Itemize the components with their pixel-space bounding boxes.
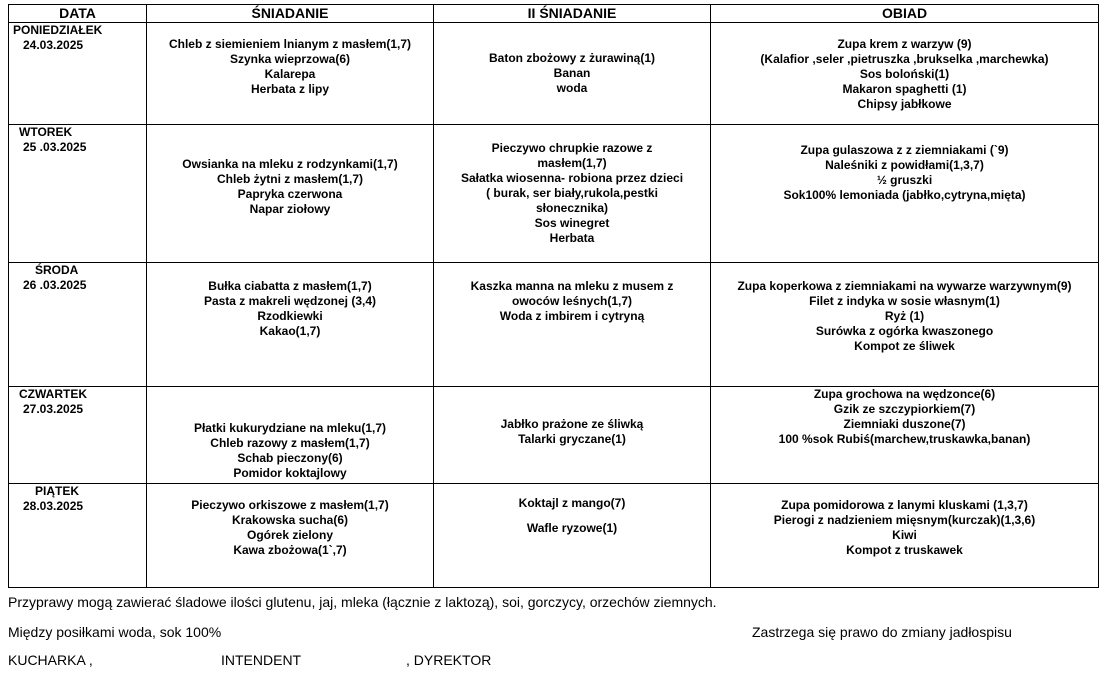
meal-item: Napar ziołowy [249,202,331,216]
breakfast-cell [147,263,434,387]
breakfast-cell [147,387,434,484]
meal-item: owoców leśnych(1,7) [511,294,633,308]
meal-item: Ziemniaki duszone(7) [843,417,966,431]
meal-item: Koktajl z mango(7) [518,496,626,510]
day-name: ŚRODA [35,263,79,277]
meal-item: Zupa grochowa na wędzonce(6) [813,387,996,401]
meal-item: ½ gruszki [876,173,933,187]
meal-item: Zupa koperkowa z ziemniakami na wywarze warzywnym(9) [737,279,1072,293]
meal-item: Zupa krem z warzyw (9) [837,37,972,51]
meal-item: Kawa zbożowa(1`,7) [233,543,347,557]
meal-item: 100 %sok Rubiś(marchew,truskawka,banan) [778,432,1031,446]
day-date: 25 .03.2025 [23,140,87,154]
meal-item: Naleśniki z powidłami(1,3,7) [825,158,984,172]
meal-item: Sos winegret [534,216,610,230]
table-row [9,387,1099,484]
reservation-note: Zastrzega się prawo do zmiany jadłospisu [752,624,1012,640]
meal-item: Baton zbożowy z żurawiną(1) [488,51,655,65]
day-name: WTOREK [19,125,73,139]
meal-item: Krakowska sucha(6) [231,513,349,527]
second-breakfast-cell [434,23,711,125]
director-signature: , DYREKTOR [406,652,492,668]
meal-item: Zupa pomidorowa z lanymi kluskami (1,3,7) [781,498,1028,512]
meal-item: Wafle ryzowe(1) [526,521,618,535]
meal-item: Chleb z siemieniem lnianym z masłem(1,7) [168,37,412,51]
second-breakfast-cell [434,263,711,387]
meal-item: Jabłko prażone ze śliwką [500,417,644,431]
meal-item: Schab pieczony(6) [237,451,343,465]
meal-item: Pomidor koktajlowy [233,466,347,480]
meal-item: Banan [553,66,591,80]
meal-item: Ogórek zielony [246,528,334,542]
meal-item: woda [556,81,588,95]
meal-item: Rzodkiewki [257,309,323,323]
meal-item: ( burak, ser biały,rukola,pestki [486,186,658,200]
lunch-cell [711,387,1099,484]
meal-item: Kaszka manna na mleku z musem z [470,279,674,293]
meal-item: Chipsy jabłkowe [857,97,952,111]
meal-item: Kakao(1,7) [259,324,321,338]
second-breakfast-cell [434,387,711,484]
header-row [9,5,1099,23]
water-note: Między posiłkami woda, sok 100% [8,624,222,640]
table-row [9,484,1099,588]
lunch-cell [711,263,1099,387]
table-row [9,23,1099,125]
day-name: PONIEDZIAŁEK [13,23,103,37]
day-name: PIĄTEK [35,484,80,498]
meal-item: Kalarepa [264,67,316,81]
meal-item: Chleb żytni z masłem(1,7) [216,172,364,186]
table-row [9,263,1099,387]
meal-item: Pasta z makreli wędzonej (3,4) [203,294,377,308]
meal-item: słonecznika) [535,201,609,215]
lunch-cell [711,125,1099,263]
breakfast-cell [147,484,434,588]
meal-item: Herbata [549,231,595,245]
meal-item: Bułka ciabatta z masłem(1,7) [208,279,372,293]
meal-item: Zupa gulaszowa z z ziemniakami (`9) [800,143,1009,157]
meal-item: masłem(1,7) [537,156,607,170]
cook-signature: KUCHARKA , [8,652,93,668]
meal-item: Herbata z lipy [250,82,330,96]
header-breakfast: ŚNIADANIE [147,5,434,23]
intendant-signature: INTENDENT [221,652,302,668]
day-date: 26 .03.2025 [23,278,87,292]
header-lunch: OBIAD [711,5,1099,23]
breakfast-cell [147,23,434,125]
meal-item: Filet z indyka w sosie własnym(1) [809,294,1000,308]
meal-item: Pierogi z nadzieniem mięsnym(kurczak)(1,3,6) [773,513,1036,527]
meal-item: Woda z imbirem i cytryną [499,309,645,323]
meal-item: Sok100% lemoniada (jabłko,cytryna,mięta) [783,188,1026,202]
day-date: 24.03.2025 [23,38,84,52]
meal-item: Ryż (1) [884,309,925,323]
allergens-note: Przyprawy mogą zawierać śladowe ilości glutenu, jaj, mleka (łącznie z laktozą), soi, gorczycy, orzechów ziemnych. [8,594,717,610]
meal-item: Papryka czerwona [237,187,343,201]
meal-item: Surówka z ogórka kwaszonego [815,324,994,338]
meal-item: Szynka wieprzowa(6) [229,52,351,66]
meal-item: Pieczywo orkiszowe z masłem(1,7) [191,498,389,512]
meal-item: Owsianka na mleku z rodzynkami(1,7) [182,157,398,171]
table-row [9,125,1099,263]
meal-item: Kiwi [892,528,917,542]
second-breakfast-cell [434,125,711,263]
meal-item: Makaron spaghetti (1) [842,82,967,96]
day-cell [9,23,147,125]
day-cell [9,263,147,387]
meal-item: Gzik ze szczypiorkiem(7) [833,402,976,416]
meal-item: Chleb razowy z masłem(1,7) [210,436,370,450]
day-cell [9,484,147,588]
meal-item: Płatki kukurydziane na mleku(1,7) [193,421,387,435]
lunch-cell [711,484,1099,588]
lunch-cell [711,23,1099,125]
day-date: 28.03.2025 [23,499,84,513]
day-date: 27.03.2025 [23,402,84,416]
menu-table [8,4,1099,588]
day-cell [9,387,147,484]
meal-item: Pieczywo chrupkie razowe z [491,141,653,155]
day-name: CZWARTEK [19,387,87,401]
menu-body [9,23,1099,588]
day-cell [9,125,147,263]
header-date: DATA [9,5,147,23]
header-second-breakfast: II ŚNIADANIE [434,5,711,23]
meal-item: (Kalafior ,seler ,pietruszka ,brukselka ,marchewka) [760,52,1049,66]
meal-item: Sos boloński(1) [859,67,950,81]
meal-item [438,511,706,521]
meal-item: Sałatka wiosenna- robiona przez dzieci [460,171,684,185]
second-breakfast-cell [434,484,711,588]
breakfast-cell [147,125,434,263]
meal-item: Kompot z truskawek [846,543,963,557]
meal-item: Kompot ze śliwek [854,339,955,353]
meal-item: Talarki gryczane(1) [518,432,626,446]
